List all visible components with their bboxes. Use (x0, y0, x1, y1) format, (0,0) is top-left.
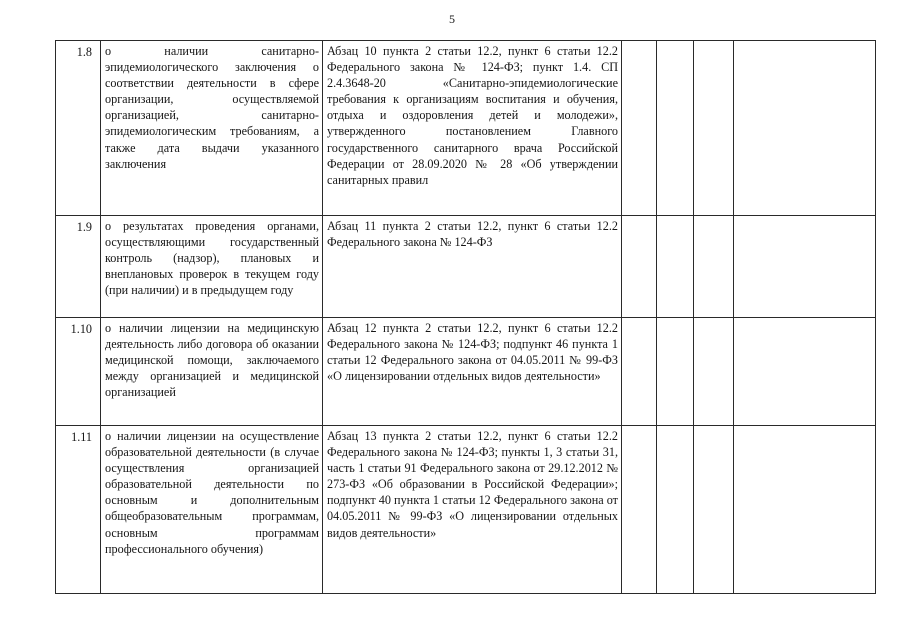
empty-cell (657, 318, 694, 426)
row-description: о результатах проведения органами, осуществляющими государственный контроль (надзор), плановых и внеплановых проверок в текущем году (при наличии) и в предыдущем году (101, 216, 323, 318)
empty-cell (622, 318, 657, 426)
empty-cell (734, 216, 876, 318)
empty-cell (694, 41, 734, 216)
page-number: 5 (449, 12, 455, 26)
empty-cell (657, 426, 694, 594)
empty-cell (734, 41, 876, 216)
empty-cell (694, 318, 734, 426)
row-legal-reference: Абзац 13 пункта 2 статьи 12.2, пункт 6 статьи 12.2 Федерального закона № 124-ФЗ; пункты 1, 3 статьи 31, часть 1 статьи 91 Федерального закона от 29.12.2012 № 273-ФЗ «Об образовании в Российской Федерации»; подпункт 40 пункта 1 статьи 12 Федерального закона от 04.05.2011 № 99-ФЗ «О лицензировании отдельных видов деятельности» (323, 426, 622, 594)
table-row (56, 318, 876, 426)
table-row (56, 426, 876, 594)
empty-cell (657, 216, 694, 318)
row-number: 1.8 (56, 41, 101, 216)
empty-cell (694, 216, 734, 318)
row-description: о наличии санитарно-эпидемиологического заключения о соответствии деятельности в сфере организации, осуществляемой организацией, санитарно-эпидемиологическим требованиям, а также дата выдачи указанного заключения (101, 41, 323, 216)
row-description: о наличии лицензии на осуществление образовательной деятельности (в случае осуществления организацией образовательной деятельности по основным и дополнительным общеобразовательным программам, основным программам профессионального обучения) (101, 426, 323, 594)
empty-cell (622, 41, 657, 216)
row-number: 1.10 (56, 318, 101, 426)
empty-cell (734, 426, 876, 594)
empty-cell (694, 426, 734, 594)
row-number: 1.11 (56, 426, 101, 594)
row-legal-reference: Абзац 12 пункта 2 статьи 12.2, пункт 6 статьи 12.2 Федерального закона № 124-ФЗ; подпункт 46 пункта 1 статьи 12 Федерального закона от 04.05.2011 № 99-ФЗ «О лицензировании отдельных видов деятельности» (323, 318, 622, 426)
table-row (56, 216, 876, 318)
row-number: 1.9 (56, 216, 101, 318)
empty-cell (622, 426, 657, 594)
table-row (56, 41, 876, 216)
empty-cell (734, 318, 876, 426)
empty-cell (622, 216, 657, 318)
empty-cell (657, 41, 694, 216)
row-legal-reference: Абзац 10 пункта 2 статьи 12.2, пункт 6 статьи 12.2 Федерального закона № 124-ФЗ; пункт 1.4. СП 2.4.3648-20 «Санитарно-эпидемиологические требования к организациям воспитания и обучения, отдыха и оздоровления детей и молодежи», утвержденного постановлением Главного государственного санитарного врача Российской Федерации от 28.09.2020 № 28 «Об утверждении санитарных правил (323, 41, 622, 216)
row-legal-reference: Абзац 11 пункта 2 статьи 12.2, пункт 6 статьи 12.2 Федерального закона № 124-ФЗ (323, 216, 622, 318)
requirements-table (55, 40, 876, 594)
row-description: о наличии лицензии на медицинскую деятельность либо договора об оказании медицинской помощи, заключаемого между организацией и медицинской организацией (101, 318, 323, 426)
